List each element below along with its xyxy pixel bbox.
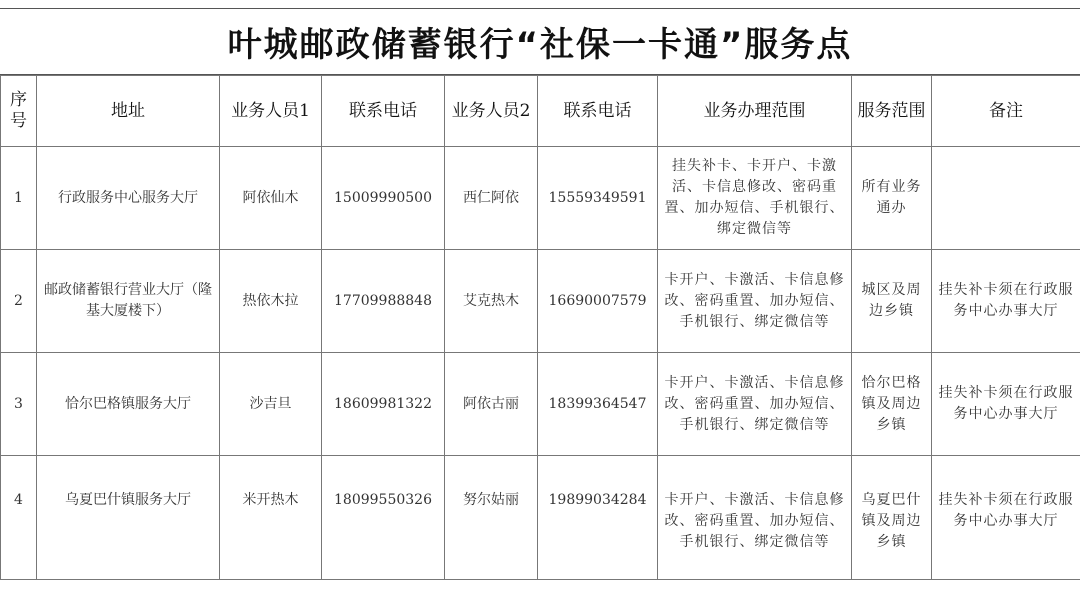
service-points-table — [0, 75, 1080, 580]
header-scope: 业务办理范围 — [658, 76, 852, 147]
cell-seq: 1 — [1, 147, 37, 250]
header-seq: 序号 — [1, 76, 37, 147]
cell-seq: 3 — [1, 353, 37, 456]
cell-scope: 卡开户、卡激活、卡信息修改、密码重置、加办短信、手机银行、绑定微信等 — [658, 353, 852, 456]
cell-service-area: 城区及周边乡镇 — [852, 250, 932, 353]
cell-service-area: 恰尔巴格镇及周边乡镇 — [852, 353, 932, 456]
cell-seq: 4 — [1, 456, 37, 580]
cell-scope: 卡开户、卡激活、卡信息修改、密码重置、加办短信、手机银行、绑定微信等 — [658, 250, 852, 353]
cell-note: 挂失补卡须在行政服务中心办事大厅 — [932, 353, 1080, 456]
cell-phone1: 18609981322 — [322, 353, 445, 456]
table-row — [1, 250, 1080, 353]
cell-service-area: 乌夏巴什镇及周边乡镇 — [852, 456, 932, 580]
cell-staff2: 西仁阿依 — [445, 147, 538, 250]
table-row — [1, 147, 1080, 250]
header-phone1: 联系电话 — [322, 76, 445, 147]
header-row — [1, 76, 1080, 147]
table-row — [1, 353, 1080, 456]
cell-seq: 2 — [1, 250, 37, 353]
cell-staff1: 沙吉旦 — [220, 353, 322, 456]
cell-staff1: 阿依仙木 — [220, 147, 322, 250]
header-phone2: 联系电话 — [538, 76, 658, 147]
cell-address: 行政服务中心服务大厅 — [37, 147, 220, 250]
header-address: 地址 — [37, 76, 220, 147]
page-title: 叶城邮政储蓄银行“社保一卡通”服务点 — [227, 25, 853, 65]
header-staff2: 业务人员2 — [445, 76, 538, 147]
header-service-area: 服务范围 — [852, 76, 932, 147]
cell-staff2: 努尔姑丽 — [445, 456, 538, 580]
cell-phone2: 19899034284 — [538, 456, 658, 580]
cell-phone2: 15559349591 — [538, 147, 658, 250]
cell-service-area: 所有业务通办 — [852, 147, 932, 250]
cell-address: 恰尔巴格镇服务大厅 — [37, 353, 220, 456]
table-row — [1, 456, 1080, 580]
cell-phone1: 15009990500 — [322, 147, 445, 250]
cell-phone2: 18399364547 — [538, 353, 658, 456]
cell-note — [932, 147, 1080, 250]
cell-staff1: 热依木拉 — [220, 250, 322, 353]
cell-staff2: 阿依古丽 — [445, 353, 538, 456]
cell-address: 邮政储蓄银行营业大厅（隆基大厦楼下） — [37, 250, 220, 353]
cell-scope: 挂失补卡、卡开户、卡激活、卡信息修改、密码重置、加办短信、手机银行、绑定微信等 — [658, 147, 852, 250]
cell-note: 挂失补卡须在行政服务中心办事大厅 — [932, 250, 1080, 353]
cell-scope: 卡开户、卡激活、卡信息修改、密码重置、加办短信、手机银行、绑定微信等 — [658, 456, 852, 580]
cell-staff1: 米开热木 — [220, 456, 322, 580]
cell-address: 乌夏巴什镇服务大厅 — [37, 456, 220, 580]
header-staff1: 业务人员1 — [220, 76, 322, 147]
cell-phone1: 17709988848 — [322, 250, 445, 353]
cell-phone1: 18099550326 — [322, 456, 445, 580]
cell-note: 挂失补卡须在行政服务中心办事大厅 — [932, 456, 1080, 580]
cell-phone2: 16690007579 — [538, 250, 658, 353]
header-note: 备注 — [932, 76, 1080, 147]
cell-staff2: 艾克热木 — [445, 250, 538, 353]
title-row — [0, 8, 1080, 75]
